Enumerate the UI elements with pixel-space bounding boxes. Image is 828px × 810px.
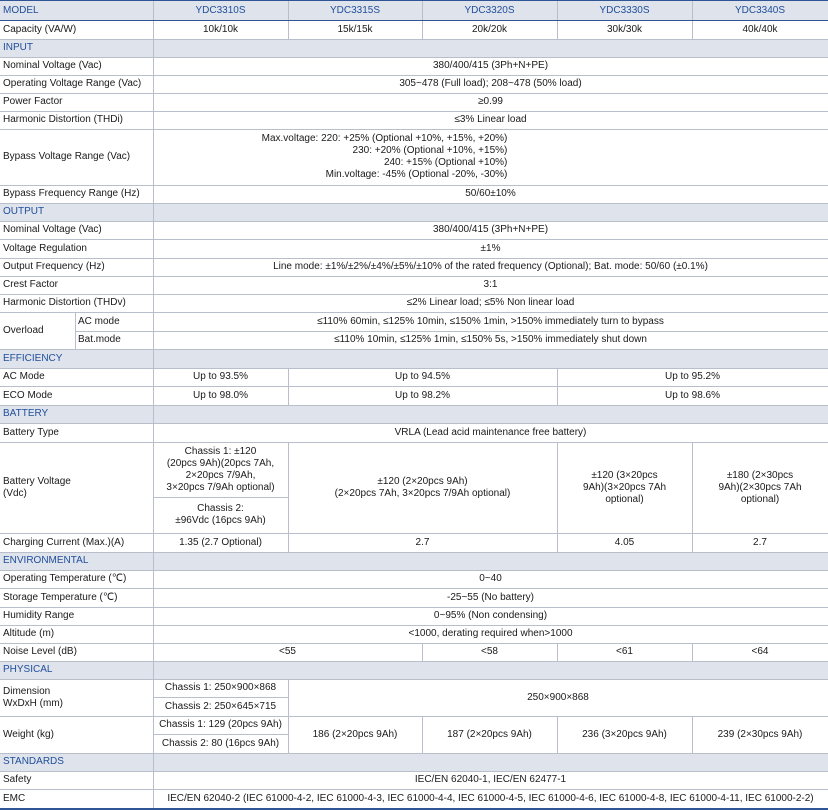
row-divider: [153, 349, 828, 350]
column-divider: [153, 276, 154, 294]
section-standards-title: STANDARDS: [0, 753, 153, 771]
humidity-range-value: 0~95% (Non condensing): [433, 610, 548, 621]
row-divider: [692, 533, 828, 534]
row-divider: [0, 349, 75, 350]
row-divider: [0, 276, 153, 277]
row-divider: [0, 57, 153, 58]
section-efficiency-title: EFFICIENCY: [0, 349, 153, 368]
row-divider: [0, 39, 153, 40]
row-divider: [692, 661, 828, 662]
row-divider: [0, 753, 153, 754]
column-divider: [288, 368, 289, 386]
row-divider: [692, 39, 828, 40]
row-divider: [153, 111, 828, 112]
row-divider: [153, 607, 828, 608]
column-divider: [153, 331, 154, 349]
column-divider: [422, 1, 423, 20]
column-divider: [153, 111, 154, 129]
row-divider: [0, 716, 153, 717]
output-frequency-label: Output Frequency (Hz): [3, 261, 105, 272]
safety-label: Safety: [3, 774, 32, 785]
model-header: MODEL: [0, 1, 153, 20]
column-divider: [692, 643, 693, 661]
row-divider: [422, 661, 557, 662]
input-thdi-value: ≤3% Linear load: [454, 114, 527, 125]
storage-temperature-label: Storage Temperature (℃): [3, 591, 118, 603]
column-divider: [557, 442, 558, 533]
column-divider: [153, 789, 154, 808]
input-bypass-frequency-value: 50/60±10%: [465, 188, 516, 199]
output-nominal-voltage-value: 380/400/415 (3Ph+N+PE): [432, 224, 549, 235]
battery-voltage-chassis1: Chassis 1: ±120 (20pcs 9Ah)(20pcs 7Ah, 2×20pcs 7/9Ah, 3×20pcs 7/9Ah optional): [166, 445, 275, 493]
model-ydc3320s: YDC3320S: [422, 1, 557, 20]
row-divider: [0, 588, 153, 589]
humidity-range-label: Humidity Range: [3, 610, 75, 621]
row-divider: [153, 643, 828, 644]
column-divider: [557, 716, 558, 753]
column-divider: [153, 57, 154, 75]
safety-value: IEC/EN 62040-1, IEC/EN 62477-1: [414, 774, 567, 785]
row-divider: [153, 294, 828, 295]
row-divider: [75, 349, 153, 350]
capacity-label: Capacity (VA/W): [3, 24, 77, 35]
row-divider: [0, 661, 153, 662]
noise-level-value: <61: [616, 646, 633, 657]
top-border: [0, 0, 828, 1]
row-divider: [153, 239, 828, 240]
row-divider: [0, 789, 153, 790]
dimension-chassis1: Chassis 1: 250×900×868: [164, 682, 277, 693]
row-divider: [153, 753, 288, 754]
output-voltage-regulation-label: Voltage Regulation: [3, 242, 87, 254]
column-divider: [692, 442, 693, 533]
capacity-value: 10k/10k: [202, 24, 239, 35]
row-divider: [153, 368, 828, 369]
battery-voltage-40k: ±180 (2×30pcs 9Ah)(2×30pcs 7Ah optional): [718, 469, 802, 505]
efficiency-ac-mode-value: Up to 94.5%: [394, 371, 451, 382]
output-thdv-label: Harmonic Distortion (THDv): [3, 297, 126, 308]
model-ydc3315s: YDC3315S: [288, 1, 422, 20]
altitude-value: <1000, derating required when>1000: [408, 628, 573, 639]
efficiency-eco-mode-value: Up to 98.6%: [664, 389, 721, 401]
input-thdi-label: Harmonic Distortion (THDi): [3, 114, 124, 125]
operating-temperature-value: 0~40: [479, 573, 502, 584]
row-divider: [557, 405, 828, 406]
column-divider: [557, 21, 558, 39]
input-bypass-voltage-value: Max.voltage: 220: +25% (Optional +10%, +15%, +20%) 230: +20% (Optional +10%, +15%) 240: +15% (Optional +10%) Min.voltage: -45% (Optional -20%, -30%): [261, 133, 508, 180]
row-divider: [153, 312, 828, 313]
battery-voltage-15-20k: ±120 (2×20pcs 9Ah) (2×20pcs 7Ah, 3×20pcs 7/9Ah optional): [334, 475, 511, 499]
column-divider: [153, 423, 154, 442]
row-divider: [153, 93, 828, 94]
header-border: [0, 20, 828, 21]
column-divider: [153, 239, 154, 258]
column-divider: [153, 349, 154, 368]
column-divider: [153, 588, 154, 607]
row-divider: [153, 129, 828, 130]
column-divider: [692, 716, 693, 753]
row-divider: [153, 789, 828, 790]
output-crest-factor-value: 3:1: [483, 279, 498, 290]
column-divider: [557, 386, 558, 405]
row-divider: [0, 239, 153, 240]
row-divider: [288, 716, 828, 717]
battery-voltage-label: Battery Voltage (Vdc): [3, 475, 71, 499]
row-divider: [0, 203, 153, 204]
output-nominal-voltage-label: Nominal Voltage (Vac): [3, 224, 102, 235]
overload-bat-mode-value: ≤110% 10min, ≤125% 1min, ≤150% 5s, >150% immediately shut down: [334, 334, 647, 345]
noise-level-value: <55: [279, 646, 296, 657]
row-divider: [0, 111, 153, 112]
column-divider: [153, 442, 154, 533]
charging-current-label: Charging Current (Max.)(A): [3, 536, 125, 548]
row-divider: [153, 203, 828, 204]
column-divider: [153, 753, 154, 771]
section-physical-title: PHYSICAL: [0, 661, 153, 679]
column-divider: [288, 386, 289, 405]
column-divider: [288, 734, 289, 753]
column-divider: [153, 75, 154, 93]
weight-value: 187 (2×20pcs 9Ah): [447, 728, 532, 740]
row-divider: [0, 442, 153, 443]
row-divider: [153, 771, 828, 772]
row-divider: [0, 185, 153, 186]
column-divider: [288, 679, 289, 697]
column-divider: [153, 386, 154, 405]
row-divider: [153, 661, 422, 662]
row-divider: [0, 129, 153, 130]
column-divider: [153, 185, 154, 203]
weight-value: 236 (3×20pcs 9Ah): [582, 728, 667, 740]
row-divider: [153, 533, 288, 534]
row-divider: [153, 423, 828, 424]
section-environmental-title: ENVIRONMENTAL: [0, 552, 153, 570]
row-divider: [0, 312, 153, 313]
efficiency-eco-mode-value: Up to 98.0%: [192, 389, 249, 401]
column-divider: [153, 1, 154, 20]
row-divider: [153, 39, 288, 40]
row-divider: [0, 93, 153, 94]
column-divider: [422, 716, 423, 753]
column-divider: [153, 294, 154, 312]
section-efficiency-band: [153, 349, 828, 368]
row-divider: [288, 39, 422, 40]
column-divider: [557, 368, 558, 386]
battery-voltage-30k: ±120 (3×20pcs 9Ah)(3×20pcs 7Ah optional): [582, 469, 667, 505]
charging-current-value: 4.05: [614, 536, 635, 548]
column-divider: [153, 405, 154, 423]
column-divider: [288, 1, 289, 20]
row-divider: [288, 552, 557, 553]
row-divider: [288, 386, 557, 387]
row-divider: [422, 753, 557, 754]
column-divider: [153, 661, 154, 679]
model-ydc3330s: YDC3330S: [557, 1, 692, 20]
output-frequency-value: Line mode: ±1%/±2%/±4%/±5%/±10% of the rated frequency (Optional); Bat. mode: 50/60 (±0.1%): [273, 261, 708, 272]
efficiency-ac-mode-value: Up to 95.2%: [664, 371, 721, 382]
output-voltage-regulation-value: ±1%: [480, 242, 501, 254]
column-divider: [288, 533, 289, 552]
row-divider: [153, 185, 828, 186]
row-divider: [0, 258, 153, 259]
row-divider: [0, 294, 153, 295]
efficiency-eco-mode-value: Up to 98.2%: [394, 389, 451, 401]
weight-chassis1: Chassis 1: 129 (20pcs 9Ah): [159, 719, 282, 730]
row-divider: [0, 533, 153, 534]
battery-voltage-chassis2: Chassis 2: ±96Vdc (16pcs 9Ah): [175, 503, 266, 526]
column-divider: [153, 93, 154, 111]
input-operating-voltage-value: 305~478 (Full load); 208~478 (50% load): [399, 78, 582, 89]
weight-chassis2: Chassis 2: 80 (16pcs 9Ah): [161, 737, 280, 749]
column-divider: [153, 570, 154, 588]
row-divider: [0, 607, 153, 608]
row-divider: [692, 552, 828, 553]
section-input-band: [153, 39, 828, 57]
row-divider: [0, 679, 153, 680]
capacity-value: 15k/15k: [337, 24, 373, 35]
column-divider: [288, 21, 289, 39]
row-divider: [557, 552, 692, 553]
row-divider: [153, 405, 288, 406]
row-divider: [288, 533, 557, 534]
column-divider: [153, 221, 154, 239]
output-overload-label: Overload: [3, 324, 44, 336]
charging-current-value: 2.7: [753, 536, 767, 548]
row-divider: [422, 39, 557, 40]
input-bypass-voltage-label: Bypass Voltage Range (Vac): [3, 151, 131, 162]
column-divider: [153, 625, 154, 643]
row-divider: [153, 497, 288, 498]
column-divider: [153, 258, 154, 276]
charging-current-value: 2.7: [415, 536, 430, 548]
column-divider: [153, 552, 154, 570]
column-divider: [153, 129, 154, 185]
row-divider: [153, 697, 288, 698]
input-nominal-voltage-value: 380/400/415 (3Ph+N+PE): [432, 60, 549, 71]
row-divider: [75, 331, 153, 332]
column-divider: [153, 533, 154, 552]
column-divider: [288, 442, 289, 497]
weight-value: 186 (2×20pcs 9Ah): [312, 728, 398, 740]
charging-current-value: 1.35 (2.7 Optional): [179, 536, 262, 548]
row-divider: [153, 734, 288, 735]
row-divider: [153, 679, 828, 680]
row-divider: [153, 331, 828, 332]
column-divider: [153, 607, 154, 625]
weight-value: 239 (2×30pcs 9Ah): [717, 728, 803, 740]
model-ydc3310s: YDC3310S: [153, 1, 288, 20]
row-divider: [153, 588, 828, 589]
column-divider: [153, 203, 154, 221]
section-environmental-band: [153, 552, 828, 570]
noise-level-value: <64: [751, 646, 769, 657]
column-divider: [288, 716, 289, 734]
dimension-value: 250×900×868: [527, 691, 589, 703]
input-operating-voltage-label: Operating Voltage Range (Vac): [3, 78, 142, 89]
row-divider: [557, 753, 692, 754]
efficiency-eco-mode-label: ECO Mode: [3, 389, 53, 401]
column-divider: [692, 21, 693, 39]
section-physical-band: [153, 661, 828, 679]
input-power-factor-value: ≥0.99: [478, 96, 503, 107]
weight-label: Weight (kg): [3, 728, 54, 740]
row-divider: [153, 57, 828, 58]
row-divider: [0, 552, 153, 553]
emc-value: IEC/EN 62040-2 (IEC 61000-4-2, IEC 61000-4-3, IEC 61000-4-4, IEC 61000-4-5, IEC 61000-4-6, IEC 61000-4-8, IEC 61000-4-11, IEC 61000-2-2): [167, 792, 814, 804]
overload-bat-mode-label: Bat.mode: [78, 334, 121, 345]
row-divider: [0, 75, 153, 76]
row-divider: [0, 771, 153, 772]
battery-type-label: Battery Type: [3, 426, 59, 438]
row-divider: [0, 386, 153, 387]
row-divider: [557, 39, 692, 40]
section-output-band: [153, 203, 828, 221]
efficiency-ac-mode-label: AC Mode: [3, 371, 45, 382]
row-divider: [0, 625, 153, 626]
column-divider: [422, 643, 423, 661]
section-output-title: OUTPUT: [0, 203, 153, 221]
capacity-value: 20k/20k: [471, 24, 508, 35]
model-ydc3340s: YDC3340S: [692, 1, 828, 20]
operating-temperature-label: Operating Temperature (℃): [3, 573, 127, 584]
row-divider: [0, 423, 153, 424]
row-divider: [0, 221, 153, 222]
row-divider: [153, 552, 288, 553]
noise-level-label: Noise Level (dB): [3, 646, 77, 657]
row-divider: [0, 368, 153, 369]
column-divider: [153, 368, 154, 386]
column-divider: [692, 533, 693, 552]
column-divider: [692, 1, 693, 20]
input-power-factor-label: Power Factor: [3, 96, 63, 107]
row-divider: [0, 570, 153, 571]
row-divider: [153, 716, 288, 717]
column-divider: [422, 21, 423, 39]
column-divider: [288, 497, 289, 533]
row-divider: [0, 643, 153, 644]
output-crest-factor-label: Crest Factor: [3, 279, 59, 290]
section-input-title: INPUT: [0, 39, 153, 57]
section-standards-band: [153, 753, 828, 771]
dimension-label: Dimension WxDxH (mm): [3, 685, 63, 709]
section-battery-title: BATTERY: [0, 405, 153, 423]
overload-ac-mode-label: AC mode: [78, 315, 120, 327]
capacity-value: 40k/40k: [742, 24, 778, 35]
row-divider: [153, 570, 828, 571]
column-divider: [153, 312, 154, 331]
row-divider: [0, 405, 153, 406]
column-divider: [557, 1, 558, 20]
section-battery-band: [153, 405, 828, 423]
column-divider: [288, 697, 289, 716]
column-divider: [557, 533, 558, 552]
column-divider: [153, 39, 154, 57]
battery-type-value: VRLA (Lead acid maintenance free battery): [394, 426, 587, 438]
output-thdv-value: ≤2% Linear load; ≤5% Non linear load: [406, 297, 575, 308]
row-divider: [288, 753, 422, 754]
dimension-chassis2: Chassis 2: 250×645×715: [164, 700, 277, 712]
row-divider: [557, 661, 692, 662]
column-divider: [153, 643, 154, 661]
row-divider: [153, 625, 828, 626]
emc-label: EMC: [3, 792, 26, 804]
row-divider: [288, 405, 557, 406]
row-divider: [153, 386, 288, 387]
row-divider: [557, 533, 692, 534]
capacity-value: 30k/30k: [606, 24, 643, 35]
row-divider: [153, 75, 828, 76]
input-nominal-voltage-label: Nominal Voltage (Vac): [3, 60, 102, 71]
row-divider: [153, 221, 828, 222]
storage-temperature-value: -25~55 (No battery): [447, 591, 534, 603]
input-bypass-frequency-label: Bypass Frequency Range (Hz): [3, 188, 140, 199]
column-divider: [153, 21, 154, 39]
row-divider: [557, 386, 828, 387]
row-divider: [692, 753, 828, 754]
column-divider: [153, 771, 154, 789]
row-divider: [153, 258, 828, 259]
column-divider: [557, 643, 558, 661]
row-divider: [153, 442, 828, 443]
efficiency-ac-mode-value: Up to 93.5%: [192, 371, 249, 382]
row-divider: [153, 276, 828, 277]
noise-level-value: <58: [481, 646, 498, 657]
overload-ac-mode-value: ≤110% 60min, ≤125% 10min, ≤150% 1min, >150% immediately turn to bypass: [317, 315, 664, 327]
altitude-label: Altitude (m): [3, 628, 55, 639]
